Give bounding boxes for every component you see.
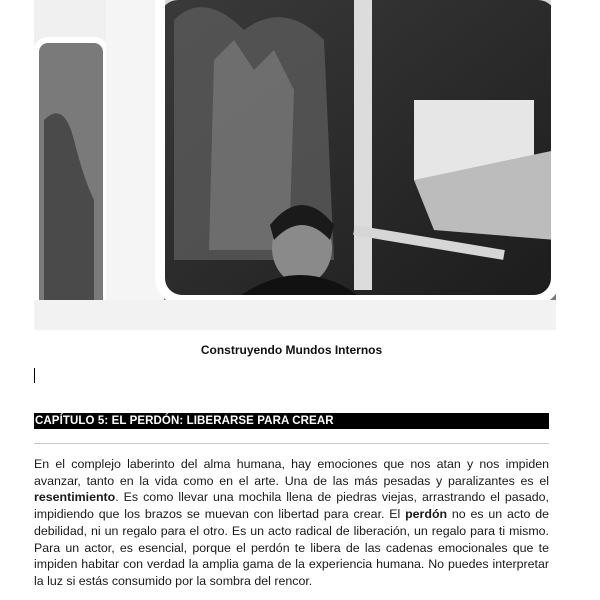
heading-divider bbox=[34, 443, 549, 444]
text-cursor bbox=[34, 368, 35, 383]
chapter-heading: CAPÍTULO 5: EL PERDÓN: LIBERARSE PARA CREAR bbox=[34, 413, 549, 429]
paragraph-text-3: no es un acto de debilidad, ni un regalo para el otro. Es un acto radical de liberación, un regalo para ti mismo. Para un actor, es esencial, porque el perdón te libera de las cadenas emocionales que te impiden habitar con verdad la amplia gama de la experiencia humana. No puedes interpretar la luz si estás consumido por la sombra del rencor. bbox=[34, 507, 549, 588]
bold-term-perdon: perdón bbox=[405, 507, 448, 522]
body-paragraph bbox=[34, 456, 549, 590]
bold-term-resentimiento: resentimiento bbox=[34, 490, 116, 505]
paragraph-text-1: En el complejo laberinto del alma humana, hay emociones que nos atan y nos impiden avanzar, tanto en la vida como en el arte. Una de las más pesadas y paralizantes es el bbox=[34, 457, 549, 488]
paragraph-text-2: . Es como llevar una mochila llena de piedras viejas, arrastrando el pasado, impidiendo que los brazos se muevan con libertad para crear. El bbox=[34, 490, 549, 522]
photo-caption: Construyendo Mundos Internos bbox=[200, 343, 383, 357]
photo-bus-window bbox=[34, 0, 556, 330]
bus-window-photo-drawing bbox=[34, 0, 556, 330]
